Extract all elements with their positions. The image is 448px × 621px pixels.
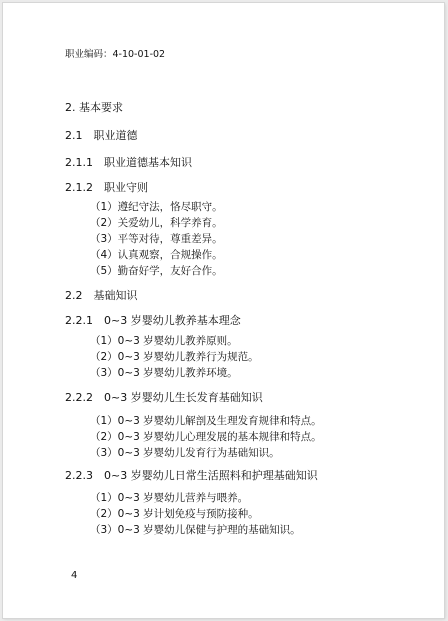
list-item: （2）0~3 岁婴幼儿心理发展的基本规律和特点。 — [90, 431, 322, 443]
page-number: 4 — [71, 570, 78, 581]
list-item: （1）遵纪守法，恪尽职守。 — [90, 201, 223, 213]
list-item: （3）0~3 岁婴幼儿发育行为基础知识。 — [90, 447, 280, 459]
list-item: （2）关爱幼儿，科学养育。 — [90, 217, 223, 229]
list-item: （1）0~3 岁婴幼儿教养原则。 — [90, 335, 238, 347]
list-item: （1）0~3 岁婴幼儿解剖及生理发育规律和特点。 — [90, 415, 322, 427]
section-2-1-heading: 2.1 职业道德 — [65, 129, 138, 142]
section-2-2-1-heading: 2.2.1 0~3 岁婴幼儿教养基本理念 — [65, 314, 241, 327]
list-item: （3）0~3 岁婴幼儿保健与护理的基础知识。 — [90, 524, 301, 536]
list-item: （5）勤奋好学，友好合作。 — [90, 265, 223, 277]
list-item: （2）0~3 岁婴幼儿教养行为规范。 — [90, 351, 259, 363]
document-page — [3, 3, 444, 618]
list-item: （3）平等对待，尊重差异。 — [90, 233, 223, 245]
list-item: （3）0~3 岁婴幼儿教养环境。 — [90, 367, 238, 379]
list-item: （1）0~3 岁婴幼儿营养与喂养。 — [90, 492, 249, 504]
section-2-2-heading: 2.2 基础知识 — [65, 289, 138, 302]
list-item: （2）0~3 岁计划免疫与预防接种。 — [90, 508, 259, 520]
section-2-2-3-heading: 2.2.3 0~3 岁婴幼儿日常生活照料和护理基础知识 — [65, 469, 318, 482]
occupation-code: 职业编码：4-10-01-02 — [65, 49, 166, 60]
list-item: （4）认真观察，合规操作。 — [90, 249, 223, 261]
section-2-heading: 2. 基本要求 — [65, 101, 123, 114]
section-2-1-2-heading: 2.1.2 职业守则 — [65, 181, 148, 194]
section-2-1-1-heading: 2.1.1 职业道德基本知识 — [65, 156, 192, 169]
section-2-2-2-heading: 2.2.2 0~3 岁婴幼儿生长发育基础知识 — [65, 391, 263, 404]
